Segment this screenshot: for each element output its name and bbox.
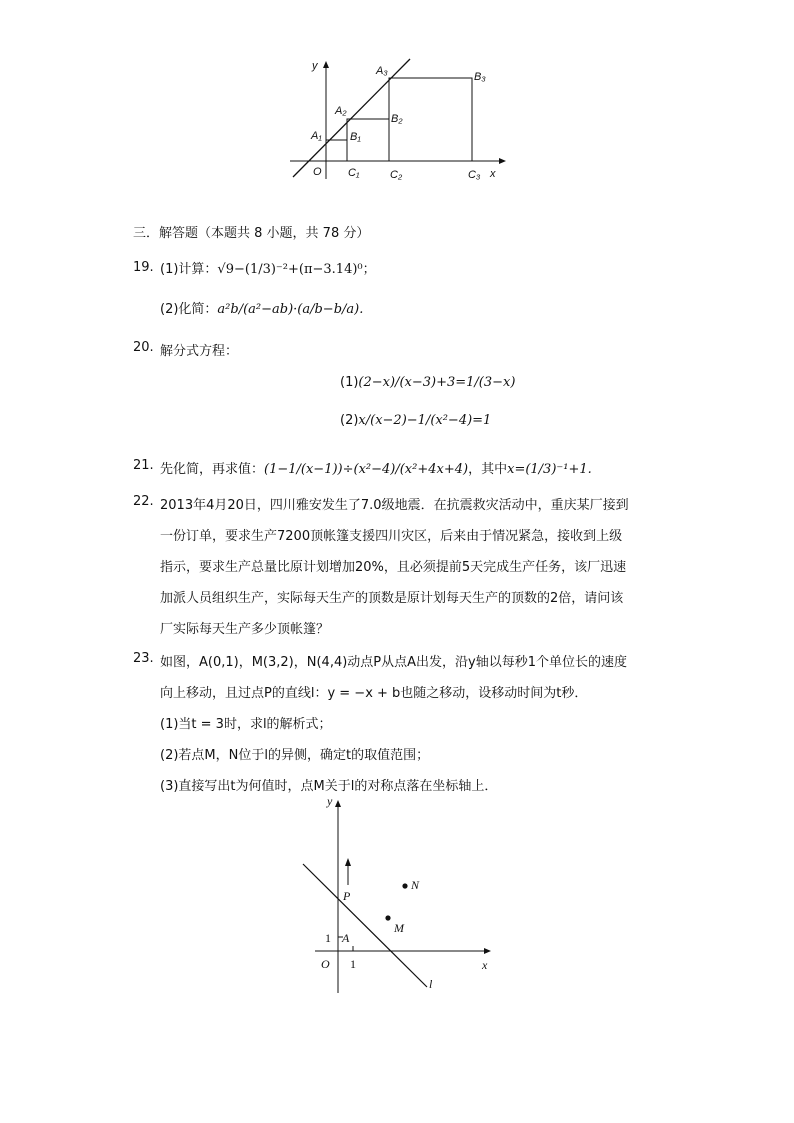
label-A2: A₂ — [335, 105, 347, 117]
q22-line-2: 一份订单，要求生产7200顶帐篷支援四川灾区，后来由于情况紧急，接收到上级 — [160, 529, 623, 544]
q22-line-1: 2013年4月20日，四川雅安发生了7.0级地震．在抗震救灾活动中，重庆某厂接到 — [160, 498, 629, 513]
x-axis-arrow — [499, 158, 506, 164]
q22-line-3: 指示，要求生产总量比原计划增加20%，且必须提前5天完成生产任务，该厂迅速 — [160, 560, 627, 575]
q21-prefix: 先化简，再求值： — [160, 462, 265, 477]
q20-eq2 — [340, 413, 491, 428]
q21-mid: ，其中 — [468, 462, 508, 477]
q20-eq1 — [340, 375, 515, 390]
q19-number: 19. — [133, 260, 154, 275]
label-origin: O — [321, 957, 330, 971]
label-A1: A₁ — [311, 130, 322, 142]
q19-part2-expr: a²b/(a²−ab)·(a/b−b/a). — [217, 302, 364, 317]
label-y: y — [327, 794, 333, 808]
q20-number: 20. — [133, 340, 154, 355]
q21-expr: (1−1/(x−1))÷(x²−4)/(x²+4x+4) — [264, 462, 469, 477]
q23-line-4: (2)若点M，N位于l的异侧，确定t的取值范围； — [160, 748, 430, 763]
q22-line-5: 厂实际每天生产多少顶帐篷？ — [160, 622, 330, 637]
point-N — [402, 883, 407, 888]
q23-number: 23. — [133, 651, 154, 666]
label-M: M — [394, 921, 404, 935]
q20-eq2-expr: x/(x−2)−1/(x²−4)=1 — [358, 413, 492, 428]
q20-eq2-label: (2) — [340, 413, 359, 428]
label-tick-y-1: 1 — [325, 931, 331, 945]
label-B3: B₃ — [474, 71, 486, 83]
q21-number: 21. — [133, 458, 154, 473]
label-B2: B₂ — [391, 113, 403, 125]
figure-coordinate-plane — [295, 790, 505, 1000]
label-tick-x-1: 1 — [350, 957, 356, 971]
q19-part1 — [160, 258, 376, 277]
label-A3: A₃ — [376, 65, 388, 77]
square-1 — [326, 140, 347, 161]
arrow-up-head — [345, 858, 351, 866]
q20-title: 解分式方程： — [160, 344, 239, 359]
label-C2: C₂ — [390, 169, 403, 181]
label-C1: C₁ — [348, 167, 360, 179]
label-N: N — [411, 878, 420, 892]
label-x: x — [482, 958, 488, 972]
q23-line-1: 如图，A(0,1)，M(3,2)，N(4,4)动点P从点A出发，沿y轴以每秒1个单位长的速度 — [160, 655, 627, 670]
q20-eq1-label: (1) — [340, 375, 359, 390]
label-l: l — [429, 977, 433, 991]
label-C3: C₃ — [468, 169, 481, 181]
q23-line-5: (3)直接写出t为何值时，点M关于l的对称点落在坐标轴上． — [160, 779, 498, 794]
q21-cond: x=(1/3)⁻¹+1. — [507, 462, 592, 477]
x-axis-arrow — [484, 948, 491, 954]
q21-text — [160, 458, 592, 477]
section-heading: 三．解答题（本题共 8 小题，共 78 分） — [133, 226, 370, 241]
y-axis-arrow — [335, 800, 341, 807]
q19-part1-label: (1)计算： — [160, 262, 218, 277]
label-P: P — [343, 889, 351, 903]
label-A: A — [342, 931, 350, 945]
q19-part2-label: (2)化简： — [160, 302, 218, 317]
label-x: x — [490, 168, 496, 180]
q19-part2 — [160, 298, 363, 317]
q22-number: 22. — [133, 494, 154, 509]
q22-line-4: 加派人员组织生产，实际每天生产的顶数是原计划每天生产的顶数的2倍，请问该 — [160, 591, 624, 606]
label-y: y — [312, 60, 318, 72]
q19-part1-expr: √9−(1/3)⁻²+(π−3.14)⁰； — [217, 262, 376, 277]
label-origin: O — [313, 166, 322, 178]
label-B1: B₁ — [350, 131, 361, 143]
point-M — [385, 915, 390, 920]
figure-squares — [280, 55, 520, 185]
y-axis-arrow — [323, 61, 329, 68]
q23-line-2: 向上移动，且过点P的直线l：y = −x + b也随之移动，设移动时间为t秒． — [160, 686, 588, 701]
q20-eq1-expr: (2−x)/(x−3)+3=1/(3−x) — [358, 375, 516, 390]
q23-line-3: (1)当t = 3时，求l的解析式； — [160, 717, 332, 732]
